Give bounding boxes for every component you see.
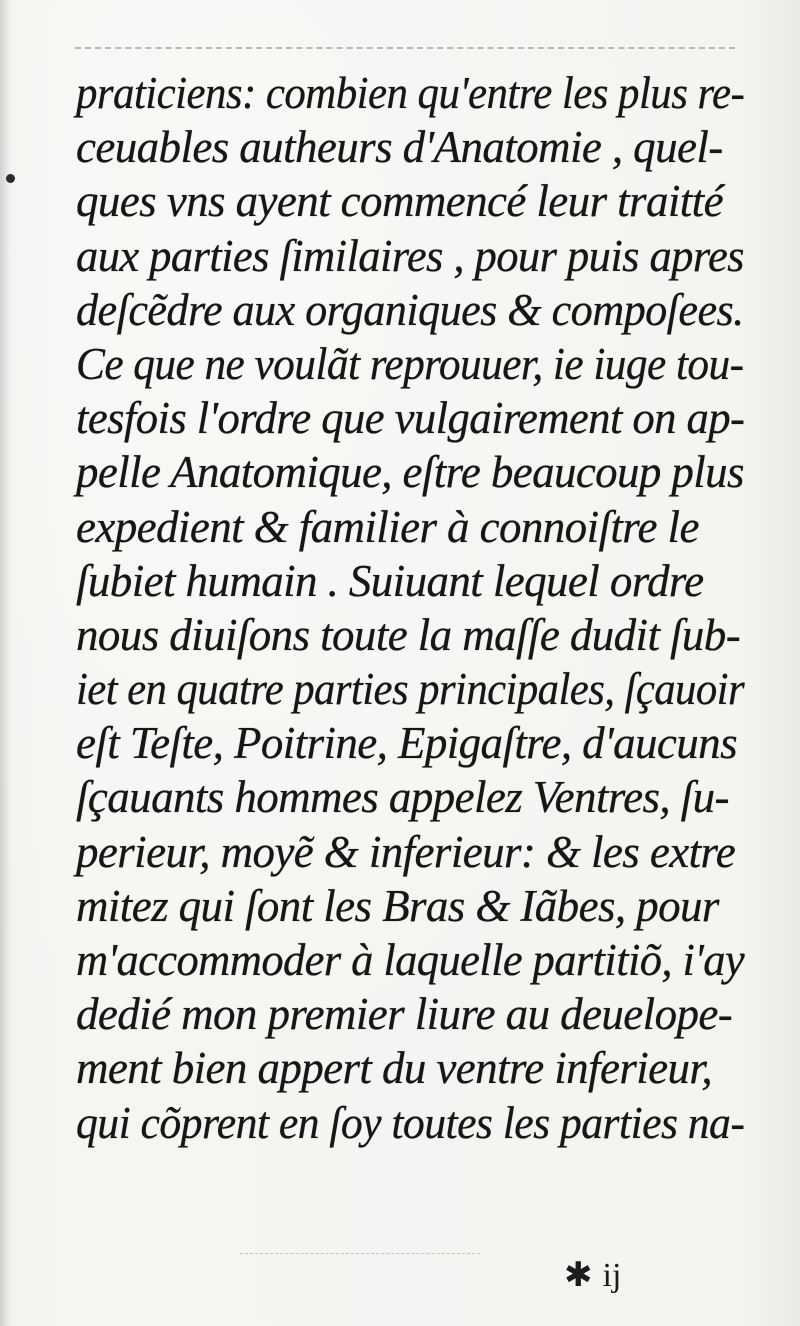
- text-line: ment bien appert du ventre inferieur,: [76, 1043, 712, 1094]
- text-line: perieur, moyẽ & inferieur: & les extre: [76, 826, 736, 877]
- text-line: Ce que ne voulãt reprouuer, ie iuge tou-: [76, 338, 744, 389]
- text-line: ques vns ayent commencé leur traitté: [76, 176, 723, 227]
- text-line: expedient & familier à connoiſtre le: [76, 501, 699, 552]
- text-line: m'accommoder à laquelle partitiõ, i'ay: [76, 935, 745, 985]
- text-line: deſcẽdre aux organiques & compoſees.: [76, 284, 744, 335]
- body-text: [76, 66, 748, 1150]
- top-rule: [75, 47, 735, 49]
- text-line: dedié mon premier liure au deuelope-: [76, 989, 733, 1040]
- text-line: iet en quatre parties principales, ſçauoir: [76, 664, 745, 715]
- text-line: pelle Anatomique, eſtre beaucoup plus: [76, 447, 744, 498]
- page-gutter-shadow: [0, 0, 10, 1326]
- text-line: mitez qui ſont les Bras & Iãbes, pour: [76, 880, 719, 931]
- text-line: ceuables autheurs d'Anatomie , quel-: [76, 122, 723, 173]
- margin-mark: [6, 174, 15, 183]
- text-line: ſçauants hommes appelez Ventres, ſu-: [76, 772, 729, 823]
- signature-text: ij: [602, 1257, 622, 1294]
- text-line: ſubiet humain . Suiuant lequel ordre: [76, 555, 704, 606]
- text-line: praticiens: combien qu'entre les plus re-: [76, 68, 745, 118]
- text-line: qui cõprent en ſoy toutes les parties na-: [76, 1097, 745, 1148]
- signature-mark: [564, 1255, 621, 1295]
- bottom-rule: [240, 1253, 480, 1254]
- text-line: aux parties ſimilaires , pour puis apres: [76, 230, 744, 281]
- text-line: eſt Teſte, Poitrine, Epigaſtre, d'aucuns: [76, 718, 737, 769]
- text-line: nous diuiſons toute la maſſe dudit ſub-: [76, 609, 741, 660]
- text-line: tesfois l'ordre que vulgairement on ap-: [76, 393, 745, 444]
- asterisk-icon: ✱: [564, 1257, 593, 1294]
